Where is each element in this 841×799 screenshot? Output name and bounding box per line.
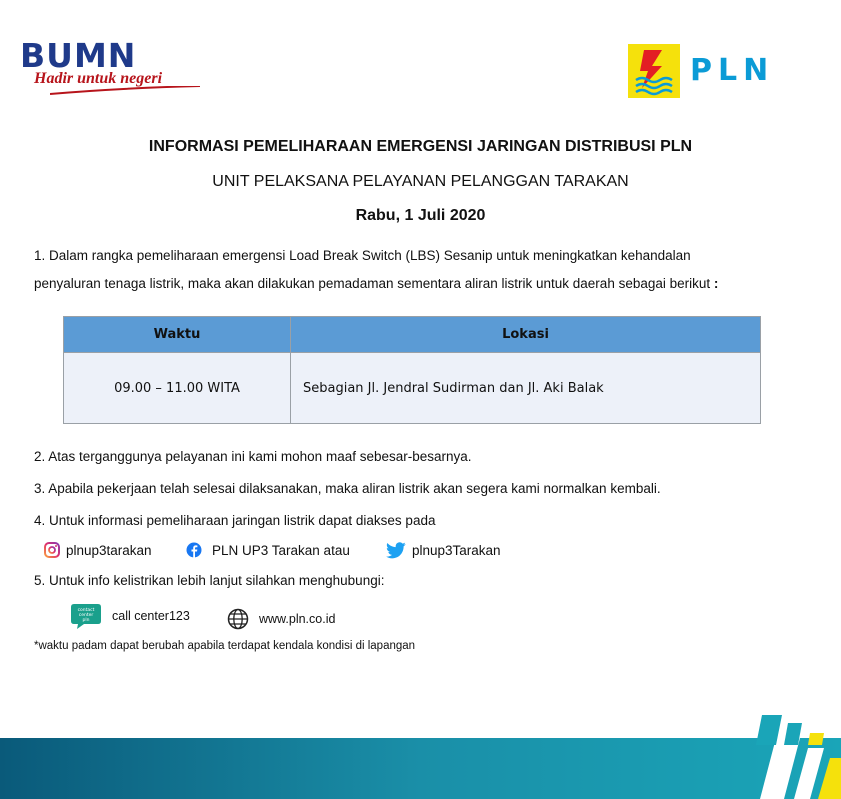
instagram-link[interactable] xyxy=(44,542,152,558)
call-center-link[interactable] xyxy=(70,602,190,630)
item-1 xyxy=(34,242,814,298)
call-center-text: call center123 xyxy=(112,609,190,623)
cell-location: Sebagian Jl. Jendral Sudirman dan Jl. Aki Balak xyxy=(291,353,761,424)
item-1-colon: : xyxy=(710,276,719,291)
item-1-line-1: 1. Dalam rangka pemeliharaan emergensi Load Break Switch (LBS) Sesanip untuk meningkatkan kehandalan xyxy=(34,248,691,263)
table-row xyxy=(64,353,761,424)
contact-badge-line-2: center xyxy=(78,613,94,618)
facebook-page: PLN UP3 Tarakan atau xyxy=(212,542,350,558)
facebook-link[interactable] xyxy=(186,542,350,558)
pln-logo-text: PLN xyxy=(690,53,775,88)
document-title: INFORMASI PEMELIHARAAN EMERGENSI JARINGAN DISTRIBUSI PLN xyxy=(148,138,693,155)
contact-badge-line-1: contact xyxy=(77,608,95,613)
bottom-band xyxy=(0,738,841,799)
website-text: www.pln.co.id xyxy=(259,612,336,626)
footnote: *waktu padam dapat berubah apabila terdapat kendala kondisi di lapangan xyxy=(34,640,416,652)
instagram-icon xyxy=(44,542,60,558)
header-waktu: Waktu xyxy=(64,317,291,353)
twitter-icon xyxy=(386,542,406,559)
item-1-line-2-text: penyaluran tenaga listrik, maka akan dilakukan pemadaman sementara aliran listrik untuk daerah sebagai berikut xyxy=(34,276,711,291)
bumn-logo xyxy=(20,38,190,98)
header-lokasi: Lokasi xyxy=(291,317,761,353)
item-2: 2. Atas terganggunya pelayanan ini kami mohon maaf sebesar-besarnya. xyxy=(34,449,472,464)
website-link[interactable] xyxy=(227,608,335,630)
schedule-table xyxy=(63,316,761,424)
globe-icon xyxy=(227,608,249,630)
twitter-link[interactable] xyxy=(386,542,501,559)
contact-center-icon xyxy=(70,602,102,630)
instagram-handle: plnup3tarakan xyxy=(66,542,152,558)
bumn-tagline: Hadir untuk negeri xyxy=(34,70,163,87)
facebook-icon xyxy=(186,542,202,558)
bumn-logo-text: BUMN xyxy=(20,36,137,75)
twitter-handle: plnup3Tarakan xyxy=(412,543,501,558)
table-header-row xyxy=(64,317,761,353)
item-5: 5. Untuk info kelistrikan lebih lanjut silahkan menghubungi: xyxy=(34,573,385,588)
item-1-line-2 xyxy=(34,270,814,298)
lightning-icon xyxy=(628,44,680,98)
band-stripe-top xyxy=(740,715,841,745)
document-unit: UNIT PELAKSANA PELAYANAN PELANGGAN TARAKAN xyxy=(212,173,629,190)
item-4: 4. Untuk informasi pemeliharaan jaringan listrik dapat diakses pada xyxy=(34,513,436,528)
contact-badge-line-3: pln xyxy=(82,618,90,623)
document-date: Rabu, 1 Juli 2020 xyxy=(355,207,486,224)
item-3: 3. Apabila pekerjaan telah selesai dilaksanakan, maka aliran listrik akan segera kami normalkan kembali. xyxy=(34,481,661,496)
pln-emblem xyxy=(628,44,680,98)
bumn-swoosh xyxy=(50,86,200,96)
pln-logo xyxy=(628,44,788,100)
cell-time: 09.00 – 11.00 WITA xyxy=(64,353,291,424)
